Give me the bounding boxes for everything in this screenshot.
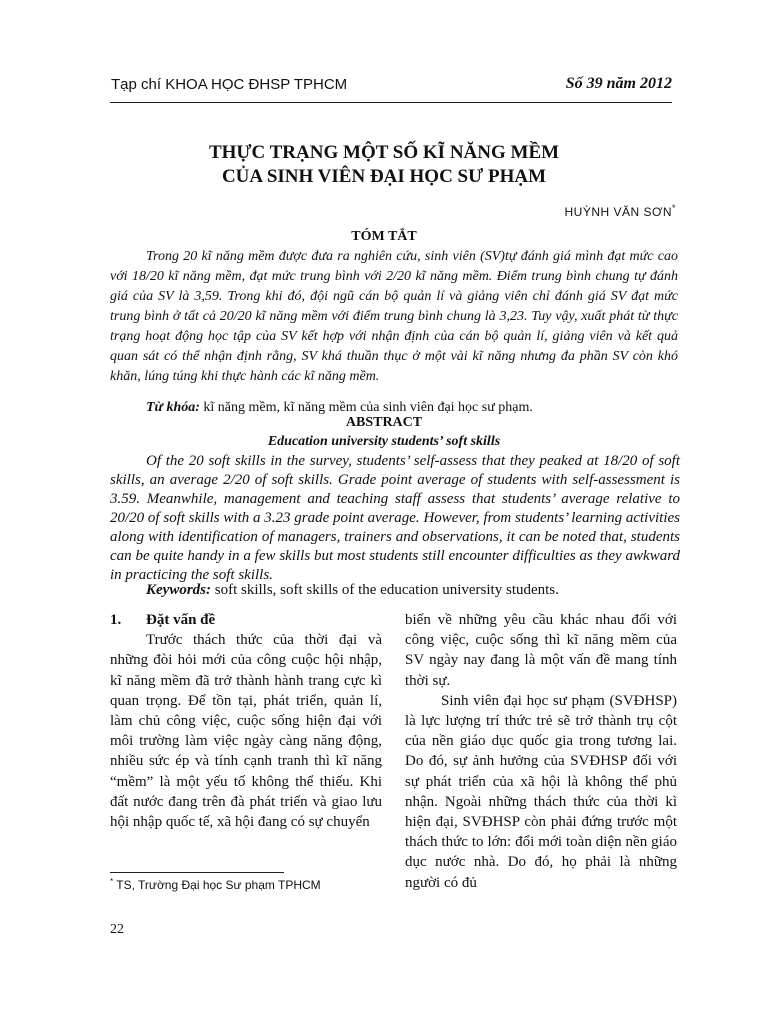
section-paragraph-1-continued: biến về những yêu cầu khác nhau đối với công việc, cuộc sống thì kĩ năng mềm của SV ngày nay đang là một vấn đề mang tính thời sự. [405, 612, 677, 689]
page-number: 22 [110, 922, 124, 937]
en-keywords [146, 580, 676, 600]
en-keywords-label: Keywords: [146, 582, 211, 598]
vn-keywords-text: kĩ năng mềm, kĩ năng mềm của sinh viên đại học sư phạm. [199, 400, 533, 415]
vn-abstract-heading: TÓM TẮT [351, 229, 417, 244]
section-paragraph-1: Trước thách thức của thời đại và những đòi hỏi mới của công cuộc hội nhập, kĩ năng mềm đã trở thành hành trang cực kì quan trọng. Để tồn tại, phát triển, quản lí, làm chủ công việc, cuộc sống hiện đại với môi trường làm việc ngày càng năng động, nhiều sức ép và tính cạnh tranh thì kĩ năng “mềm” là một yếu tố không thể thiếu. Khi đất nước đang trên đà phát triển và giao lưu hội nhập quốc tế, xã hội đang có sự chuyển [110, 632, 382, 831]
section-number: 1. [110, 612, 122, 628]
en-abstract-subtitle: Education university students’ soft skills [267, 434, 501, 449]
en-abstract-heading: ABSTRACT [345, 415, 423, 430]
issue-number: Số 39 năm 2012 [565, 75, 672, 92]
section-paragraph-2: Sinh viên đại học sư phạm (SVĐHSP) là lực lượng trí thức trẻ sẽ trở thành trụ cột của nền giáo dục quốc gia trong tương lai. Do đó, sự ảnh hưởng của SVĐHSP đối với sự phát triển của xã hội là không thể phủ nhận. Ngoài những thách thức của thời kì hiện đại, SVĐHSP còn phải đứng trước một thách thức to lớn: đổi mới toàn diện nền giáo dục nước nhà. Do đó, họ phải là những người có đủ [405, 692, 677, 891]
paper-title-line-2: CỦA SINH VIÊN ĐẠI HỌC SƯ PHẠM [221, 166, 547, 187]
footnote-text: TS, Trường Đại học Sư phạm TPHCM [113, 878, 321, 892]
author-name: HUỲNH VĂN SƠN [564, 205, 672, 219]
footnote-mark: * [110, 877, 114, 886]
journal-name: Tạp chí KHOA HỌC ĐHSP TPHCM [111, 76, 348, 93]
body-left-column [110, 610, 382, 832]
section-heading [110, 610, 382, 630]
vn-keywords-label: Từ khóa: [146, 400, 200, 415]
footnote-divider [110, 872, 284, 873]
body-right-column [405, 610, 677, 893]
vn-abstract-text: Trong 20 kĩ năng mềm được đưa ra nghiên cứu, sinh viên (SV)tự đánh giá mình đạt mức cao với 18/20 kĩ năng mềm, đạt mức trung bình với 2/20 kĩ năng mềm. Điểm trung bình chung tự đánh giá của SV là 3,59. Trong khi đó, đội ngũ cán bộ quản lí và giảng viên chỉ đánh giá SV đạt mức trung bình ở tất cả 20/20 kĩ năng mềm với điểm trung bình chung là 3,23. Tuy vậy, xuất phát từ thực trạng hoạt động học tập của SV kết hợp với nhận định của cán bộ quản lí, giảng viên và kết quả quan sát có thể nhận định rằng, SV khá thuần thục ở một vài kĩ năng nhưng đa phần SV còn khó khăn, lúng túng khi thực hành các kĩ năng mềm. [110, 249, 678, 384]
author-footnote-mark: * [671, 203, 676, 213]
paper-title-line-1: THỰC TRẠNG MỘT SỐ KĨ NĂNG MỀM [208, 142, 560, 163]
header-divider [110, 102, 672, 103]
section-title: Đặt vấn đề [146, 612, 216, 628]
author [565, 203, 676, 219]
footnote [110, 877, 321, 892]
en-abstract-text: Of the 20 soft skills in the survey, students’ self-assess that they peaked at 18/20 of soft skills, an average 2/20 of soft skills. Grade point average of students with self-assessment is 3.59. Meanwhile, management and teaching staff assess that students’ average relative to 20/20 of soft skills with a 3.23 grade point average. However, from students’ learning activities along with identification of managers, trainers and observations, it can be noted that, students can be quite handy in a few skills but most students still encounter difficulties as they awkward in practicing the soft skills. [110, 453, 680, 583]
en-keywords-text: soft skills, soft skills of the education university students. [211, 582, 559, 598]
